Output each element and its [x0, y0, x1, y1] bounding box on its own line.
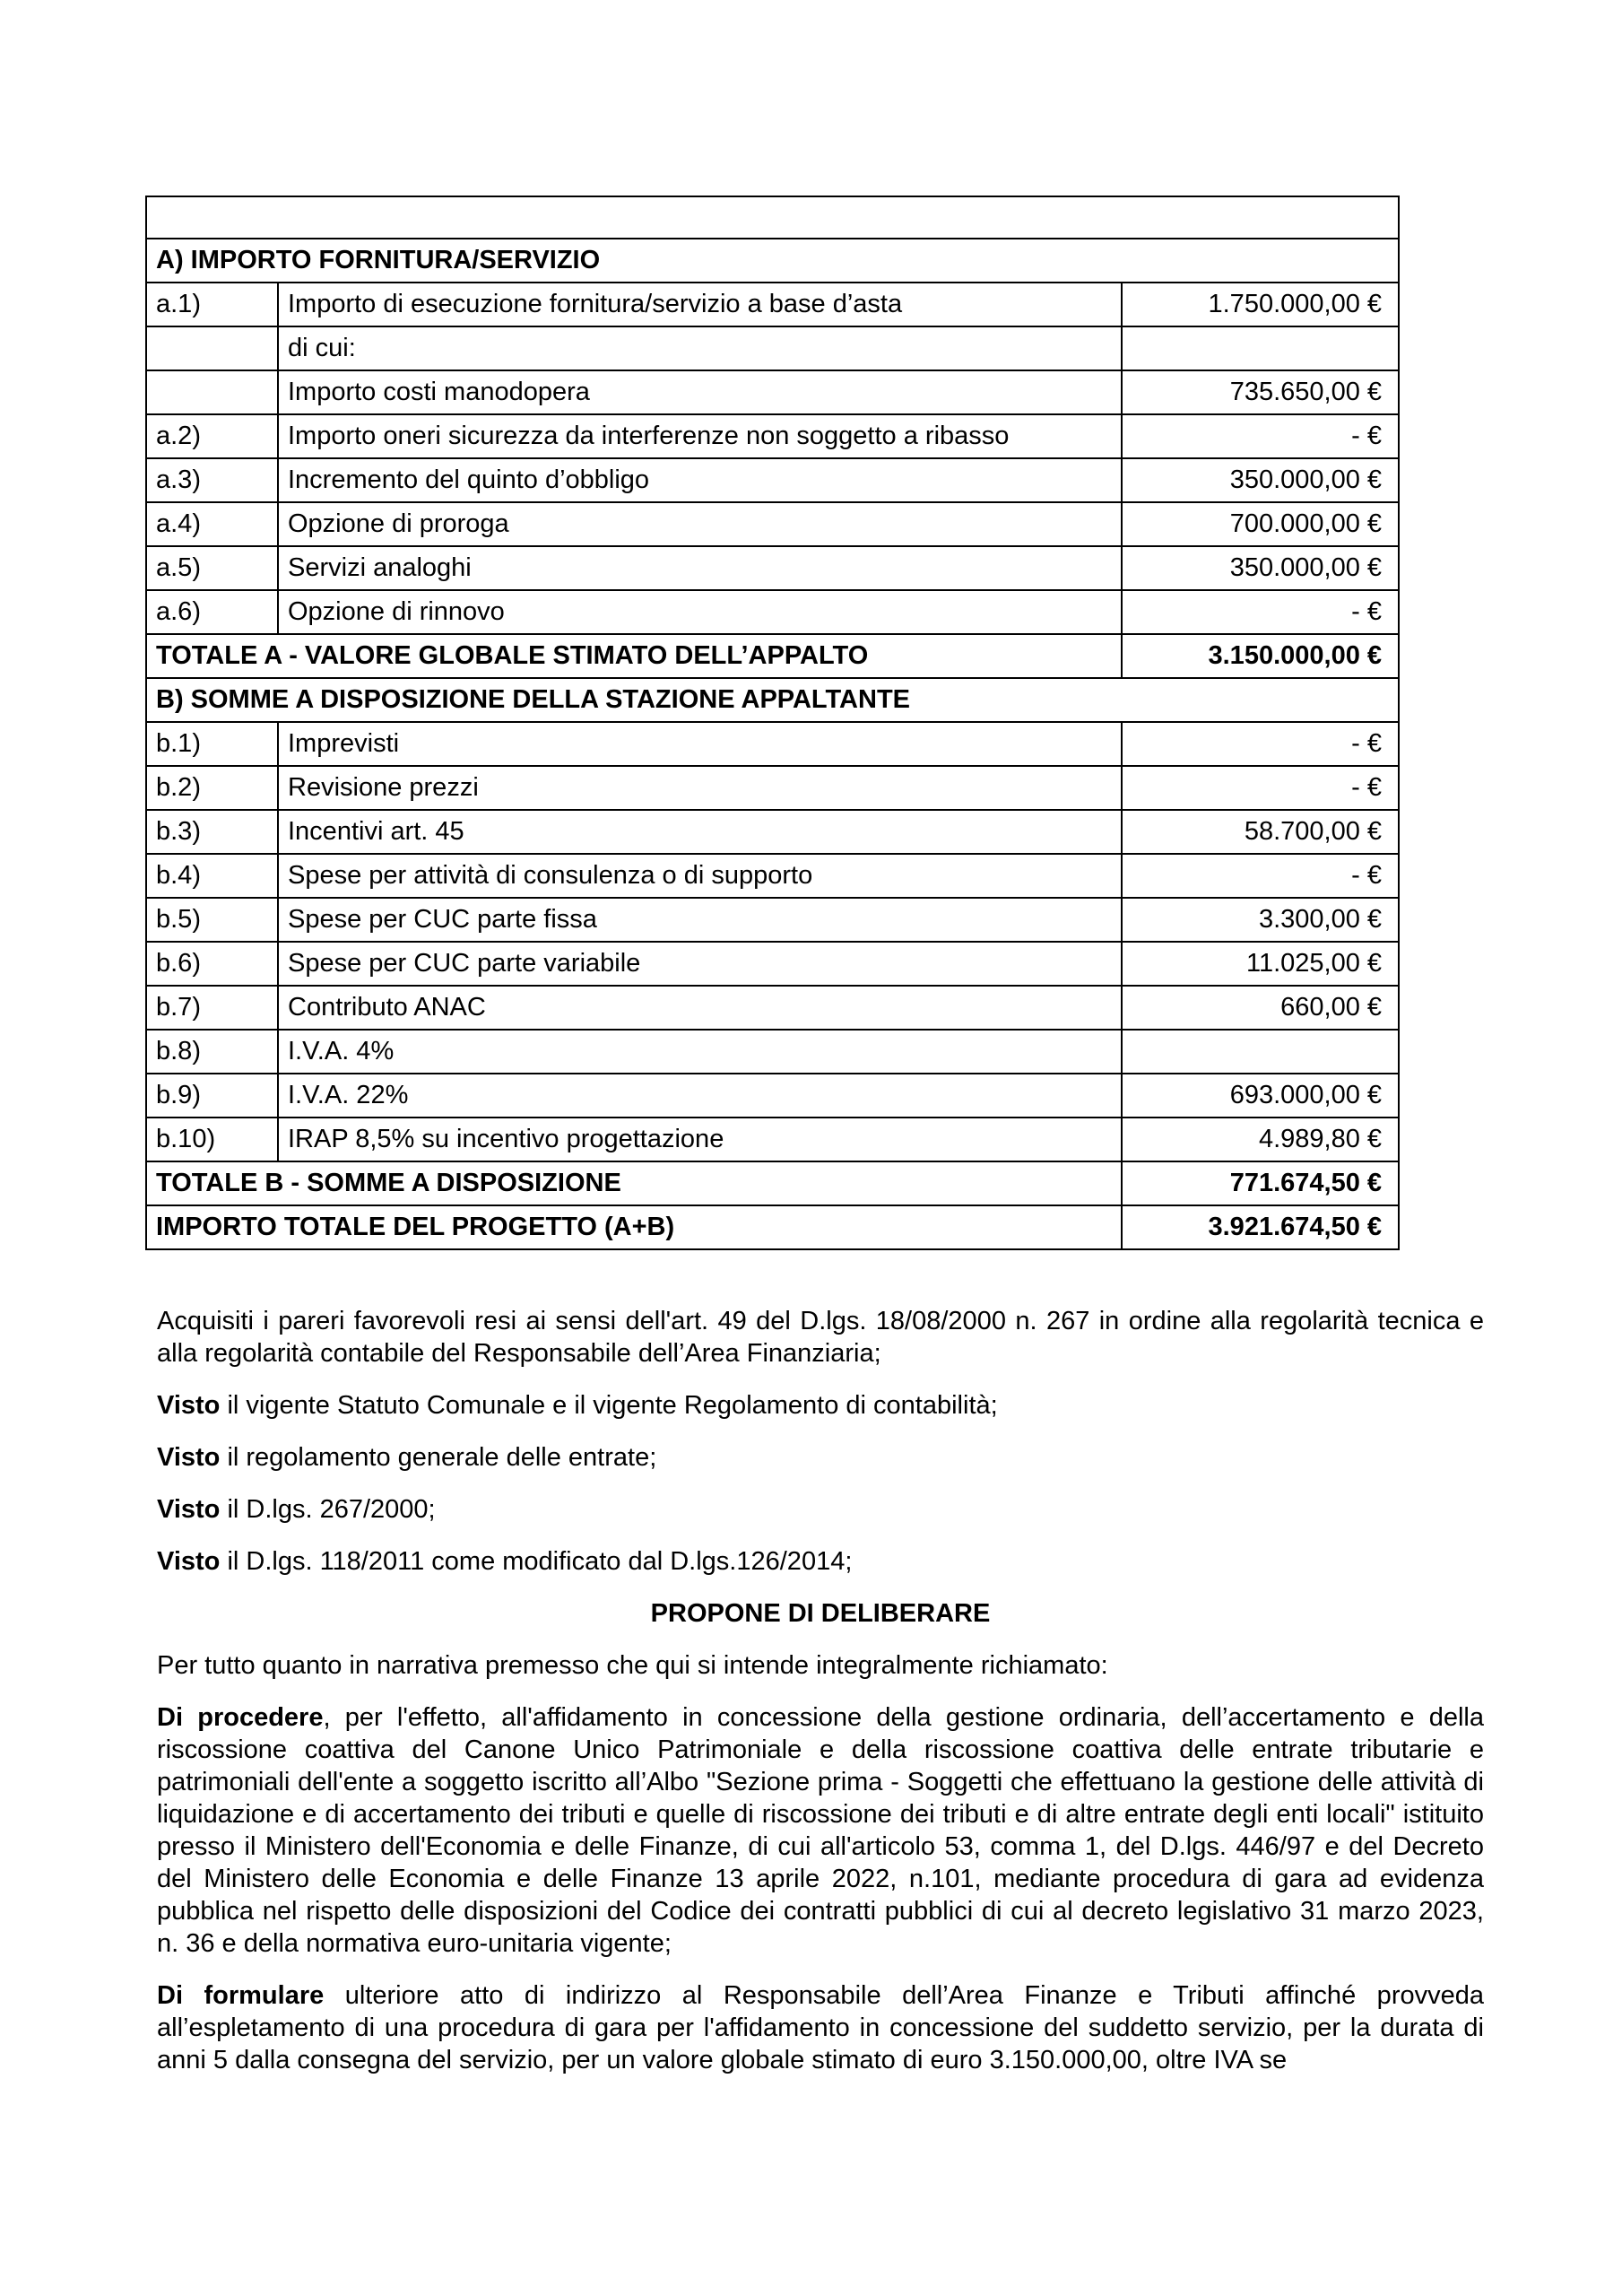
item-code: b.9) — [146, 1074, 278, 1118]
table-row — [146, 370, 1399, 414]
item-description: I.V.A. 22% — [278, 1074, 1122, 1118]
section-header: A) IMPORTO FORNITURA/SERVIZIO — [146, 239, 1399, 283]
table-row — [146, 766, 1399, 810]
item-description: Spese per attività di consulenza o di supporto — [278, 854, 1122, 898]
visto-regolamento-paragraph — [157, 1441, 1484, 1474]
item-description: Imprevisti — [278, 722, 1122, 766]
table-row — [146, 678, 1399, 722]
table-row — [146, 458, 1399, 502]
budget-table — [145, 196, 1400, 1250]
di-formulare-paragraph — [157, 1979, 1484, 2076]
item-description: IRAP 8,5% su incentivo progettazione — [278, 1118, 1122, 1161]
item-amount: 350.000,00 € — [1122, 546, 1399, 590]
item-code: b.4) — [146, 854, 278, 898]
item-code: a.3) — [146, 458, 278, 502]
table-row — [146, 414, 1399, 458]
item-amount: 11.025,00 € — [1122, 942, 1399, 986]
item-code: b.10) — [146, 1118, 278, 1161]
acquisiti-paragraph: Acquisiti i pareri favorevoli resi ai sensi dell'art. 49 del D.lgs. 18/08/2000 n. 267 in ordine alla regolarità tecnica e alla regolarità contabile del Responsabile dell’Area Finanziaria; — [157, 1307, 1484, 1368]
total-label: TOTALE A - VALORE GLOBALE STIMATO DELL’APPALTO — [146, 634, 1122, 678]
item-description: Importo costi manodopera — [278, 370, 1122, 414]
item-amount: 3.300,00 € — [1122, 898, 1399, 942]
di-procedere-paragraph — [157, 1701, 1484, 1960]
item-code: b.6) — [146, 942, 278, 986]
item-amount: - € — [1122, 414, 1399, 458]
item-amount: - € — [1122, 766, 1399, 810]
table-row — [146, 898, 1399, 942]
body-text — [157, 1305, 1484, 2096]
table-row — [146, 239, 1399, 283]
table-row — [146, 854, 1399, 898]
table-row — [146, 634, 1399, 678]
item-description: Opzione di proroga — [278, 502, 1122, 546]
item-code: b.5) — [146, 898, 278, 942]
visto-statuto-text: il vigente Statuto Comunale e il vigente Regolamento di contabilità; — [220, 1391, 998, 1420]
item-amount: 660,00 € — [1122, 986, 1399, 1030]
total-label: IMPORTO TOTALE DEL PROGETTO (A+B) — [146, 1205, 1122, 1249]
di-formulare-label: Di formulare — [157, 1981, 325, 2010]
item-code — [146, 370, 278, 414]
item-code: b.7) — [146, 986, 278, 1030]
table-row — [146, 1074, 1399, 1118]
item-amount: 693.000,00 € — [1122, 1074, 1399, 1118]
item-description: Incentivi art. 45 — [278, 810, 1122, 854]
item-code: a.5) — [146, 546, 278, 590]
table-row — [146, 1118, 1399, 1161]
item-amount: 700.000,00 € — [1122, 502, 1399, 546]
item-description: Importo oneri sicurezza da interferenze non soggetto a ribasso — [278, 414, 1122, 458]
item-description: di cui: — [278, 326, 1122, 370]
table-row — [146, 942, 1399, 986]
item-code: b.3) — [146, 810, 278, 854]
item-amount: 1.750.000,00 € — [1122, 283, 1399, 326]
item-description: Revisione prezzi — [278, 766, 1122, 810]
item-description: Spese per CUC parte fissa — [278, 898, 1122, 942]
intro-paragraph: Per tutto quanto in narrativa premesso che qui si intende integralmente richiamato: — [157, 1651, 1108, 1680]
table-row — [146, 502, 1399, 546]
visto-label: Visto — [157, 1495, 221, 1524]
item-amount: - € — [1122, 854, 1399, 898]
di-procedere-label: Di procedere — [157, 1703, 324, 1732]
item-amount: 735.650,00 € — [1122, 370, 1399, 414]
item-description: Spese per CUC parte variabile — [278, 942, 1122, 986]
item-code: a.6) — [146, 590, 278, 634]
visto-label: Visto — [157, 1443, 221, 1472]
item-amount: - € — [1122, 722, 1399, 766]
table-row — [146, 1205, 1399, 1249]
section-header: B) SOMME A DISPOSIZIONE DELLA STAZIONE APPALTANTE — [146, 678, 1399, 722]
item-code: b.8) — [146, 1030, 278, 1074]
item-amount: 58.700,00 € — [1122, 810, 1399, 854]
propone-heading: PROPONE DI DELIBERARE — [650, 1599, 991, 1628]
item-code: b.1) — [146, 722, 278, 766]
visto-dlgs267-paragraph — [157, 1493, 1484, 1526]
visto-statuto-paragraph — [157, 1389, 1484, 1422]
table-row — [146, 196, 1399, 239]
item-code: a.1) — [146, 283, 278, 326]
item-description: Contributo ANAC — [278, 986, 1122, 1030]
table-row — [146, 326, 1399, 370]
total-amount: 3.921.674,50 € — [1122, 1205, 1399, 1249]
table-row — [146, 283, 1399, 326]
total-label: TOTALE B - SOMME A DISPOSIZIONE — [146, 1161, 1122, 1205]
visto-label: Visto — [157, 1391, 221, 1420]
table-row — [146, 722, 1399, 766]
table-row — [146, 1030, 1399, 1074]
table-row — [146, 1161, 1399, 1205]
item-description: Incremento del quinto d’obbligo — [278, 458, 1122, 502]
table-row — [146, 986, 1399, 1030]
table-row — [146, 810, 1399, 854]
visto-dlgs118-text: il D.lgs. 118/2011 come modificato dal D.lgs.126/2014; — [220, 1547, 853, 1576]
di-formulare-text: ulteriore atto di indirizzo al Responsabile dell’Area Finanze e Tributi affinché provveda all’espletamento di una procedura di gara per l'affidamento in concessione del suddetto servizio, per la durata di anni 5 dalla consegna del servizio, per un valore globale stimato di euro 3.150.000,00, oltre IVA se — [157, 1981, 1484, 2074]
item-description: Servizi analoghi — [278, 546, 1122, 590]
table-row — [146, 546, 1399, 590]
visto-dlgs118-paragraph — [157, 1545, 1484, 1578]
visto-label: Visto — [157, 1547, 221, 1576]
item-amount: 4.989,80 € — [1122, 1118, 1399, 1161]
item-code: a.4) — [146, 502, 278, 546]
visto-dlgs267-text: il D.lgs. 267/2000; — [220, 1495, 436, 1524]
item-code — [146, 326, 278, 370]
item-code: b.2) — [146, 766, 278, 810]
item-description: I.V.A. 4% — [278, 1030, 1122, 1074]
total-amount: 771.674,50 € — [1122, 1161, 1399, 1205]
item-amount: - € — [1122, 590, 1399, 634]
item-amount — [1122, 326, 1399, 370]
item-description: Importo di esecuzione fornitura/servizio a base d’asta — [278, 283, 1122, 326]
di-procedere-text: , per l'effetto, all'affidamento in concessione della gestione ordinaria, dell’accertamento e della riscossione coattiva del Canone Unico Patrimoniale e della riscossione coattiva delle entrate tributarie e patrimoniali dell'ente a soggetto iscritto all’Albo "Sezione prima - Soggetti che effettuano la gestione delle attività di liquidazione e di accertamento dei tributi e quelle di riscossione dei tributi e di altre entrate degli enti locali" istituito presso il Ministero dell'Economia e delle Finanze, di cui all'articolo 53, comma 1, del D.lgs. 446/97 e del Decreto del Ministero delle Economia e delle Finanze 13 aprile 2022, n.101, mediante procedura di gara ad evidenza pubblica nel rispetto delle disposizioni del Codice dei contratti pubblici di cui al decreto legislativo 31 marzo 2023, n. 36 e della normativa euro-unitaria vigente; — [157, 1703, 1484, 1958]
visto-regolamento-text: il regolamento generale delle entrate; — [220, 1443, 657, 1472]
table-row — [146, 590, 1399, 634]
table-empty-cell — [146, 196, 1399, 239]
item-code: a.2) — [146, 414, 278, 458]
item-amount: 350.000,00 € — [1122, 458, 1399, 502]
item-description: Opzione di rinnovo — [278, 590, 1122, 634]
total-amount: 3.150.000,00 € — [1122, 634, 1399, 678]
item-amount — [1122, 1030, 1399, 1074]
